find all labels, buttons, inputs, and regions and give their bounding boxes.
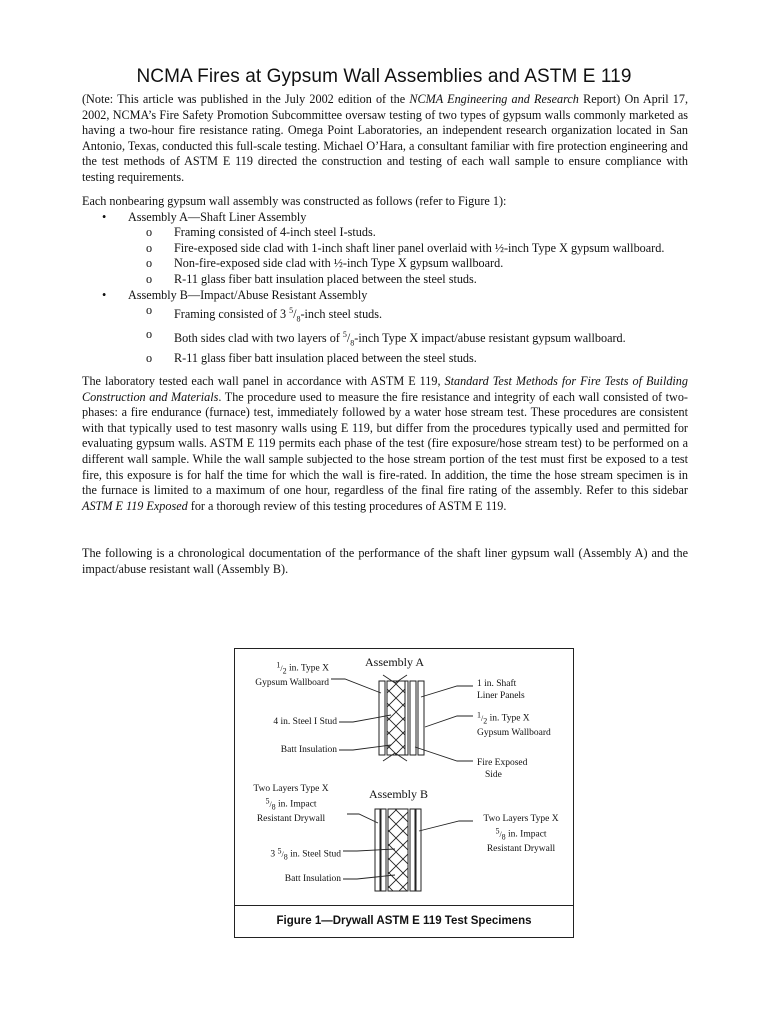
- list-item: [82, 256, 688, 272]
- fraction-slash: /: [346, 331, 351, 346]
- standard-title: Standard Test Methods for Fire Tests of Building Construction and Materials: [82, 374, 688, 404]
- fraction-numerator: 1: [276, 660, 281, 669]
- fraction-slash: /: [293, 307, 297, 322]
- assembly-b-item-3: R-11 glass fiber batt insulation placed between the steel studs.: [174, 351, 477, 366]
- sub-bullet-mark: o: [146, 256, 153, 271]
- fraction-denominator: 8: [283, 852, 288, 862]
- fraction-denominator: 8: [501, 832, 506, 842]
- sub-bullet-mark: o: [146, 351, 153, 366]
- label-a-fire-exposed: [477, 757, 569, 781]
- assembly-a-item-3: Non-fire-exposed side clad with ½-inch Type X gypsum wallboard.: [174, 256, 504, 271]
- intro-paragraph: [82, 92, 688, 186]
- label-text: in. Type X: [487, 713, 530, 724]
- para-text: for a thorough review of this testing procedures of ASTM E 119.: [187, 498, 507, 513]
- label-fraction: $^5/_8$: [277, 846, 288, 862]
- label-text: Liner Panels: [477, 691, 525, 701]
- item-text: Both sides clad with two layers of: [174, 331, 343, 346]
- fraction-denominator: 8: [271, 802, 276, 812]
- label-a-shaft-liner: [477, 678, 569, 702]
- label-a-right-gypsum: [477, 709, 571, 739]
- label-text: Fire Exposed: [477, 758, 528, 768]
- fraction-denominator: 2: [282, 666, 287, 676]
- fraction-denominator: 8: [350, 338, 355, 348]
- label-fraction: $^5/_8$: [265, 796, 276, 812]
- list-item: [82, 272, 688, 288]
- fraction-numerator: 5: [265, 796, 270, 805]
- document-title: NCMA Fires at Gypsum Wall Assemblies and ASTM E 119: [136, 66, 632, 87]
- label-fraction: $^1/_2$: [276, 660, 287, 676]
- assembly-b-title: Assembly B: [369, 787, 429, 801]
- label-fraction: $^1/_2$: [477, 710, 488, 726]
- label-text: in. Steel Stud: [287, 849, 341, 860]
- label-b-left-drywall: [235, 783, 347, 825]
- label-text: in. Impact: [505, 829, 547, 840]
- label-text: in. Type X: [286, 663, 329, 674]
- sub-bullet-mark: o: [146, 327, 153, 342]
- bullet-assembly-a: [82, 210, 688, 226]
- label-text: Resistant Drywall: [256, 814, 326, 825]
- fraction-numerator: 5: [277, 846, 282, 855]
- list-item: [82, 327, 688, 351]
- fraction-denominator: 8: [296, 314, 301, 324]
- assembly-a-heading: Assembly A—Shaft Liner Assembly: [128, 209, 307, 224]
- label-text: in. Impact: [275, 799, 317, 810]
- sidebar-title: ASTM E 119 Exposed: [82, 498, 188, 513]
- list-item: [82, 351, 688, 367]
- intro-publication-name: NCMA Engineering and Research: [409, 92, 579, 106]
- assembly-b-item-2: [82, 327, 688, 351]
- label-a-gypsum-wallboard: [237, 659, 329, 689]
- label-text: Two Layers Type X: [483, 814, 559, 824]
- label-fraction: $^5/_8$: [495, 826, 506, 842]
- assembly-a-title: Assembly A: [365, 655, 425, 669]
- assembly-b-heading: Assembly B—Impact/Abuse Resistant Assembly: [128, 287, 368, 302]
- figure-caption: Figure 1—Drywall ASTM E 119 Test Specimens: [235, 905, 573, 937]
- bullet-mark: •: [102, 287, 107, 302]
- sub-bullet-mark: o: [146, 240, 153, 255]
- list-item: [82, 303, 688, 327]
- label-a-batt-insulation: Batt Insulation: [280, 745, 337, 755]
- item-text: Framing consisted of 3: [174, 307, 290, 322]
- fraction-numerator: 5: [342, 330, 347, 340]
- bullet-mark: •: [102, 209, 107, 224]
- label-b-right-drywall: [471, 813, 571, 855]
- fraction-numerator: 5: [289, 306, 294, 316]
- label-text: 3: [270, 849, 278, 860]
- sub-bullet-mark: o: [146, 303, 153, 318]
- list-item: [82, 241, 688, 257]
- intro-text-start: (Note: This article was published in the July 2002 edition of the: [82, 92, 410, 106]
- sub-bullet-mark: o: [146, 271, 153, 286]
- chronology-paragraph: The following is a chronological documentation of the performance of the shaft liner gypsum wall (Assembly A) and the impact/abuse resistant wall (Assembly B).: [82, 546, 688, 576]
- label-text: Two Layers Type X: [253, 784, 329, 794]
- item-text: -inch Type X impact/abuse resistant gypsum wallboard.: [354, 331, 626, 346]
- fraction-denominator: 2: [483, 716, 488, 726]
- label-text: Gypsum Wallboard: [477, 728, 551, 739]
- assembly-a-item-2: Fire-exposed side clad with 1-inch shaft liner panel overlaid with ½-inch Type X gypsum wallboard.: [174, 240, 665, 255]
- para-text: The laboratory tested each wall panel in accordance with ASTM E 119,: [82, 374, 445, 388]
- figure-1: [234, 648, 574, 938]
- label-b-steel-stud: [237, 845, 341, 863]
- list-item: [82, 225, 688, 241]
- intro-text-rest: Report) On April 17, 2002, NCMA’s Fire Safety Promotion Subcommittee oversaw testing of two types of gypsum walls commonly marketed as having a two-hour fire resistance rating. Omega Point Laboratories, an independent research organization located in San Antonio, Texas, conducted this full-scale testing. Michael O’Hara, a consultant familiar with fire protection engineering and the test methods of ASTM E 119 directed the construction and testing of each wall sample to ensure compliance with testing requirements.: [82, 92, 688, 184]
- label-b-batt-insulation: Batt Insulation: [284, 874, 341, 884]
- item-text: -inch steel studs.: [300, 307, 383, 322]
- label-text: Side: [485, 770, 502, 780]
- label-text: Resistant Drywall: [486, 844, 556, 855]
- assembly-b-item-1: [82, 303, 688, 327]
- fraction-numerator: 1: [477, 710, 481, 719]
- label-text: Gypsum Wallboard: [255, 678, 329, 689]
- testing-paragraph: [82, 374, 688, 514]
- assembly-list-section: [82, 194, 688, 367]
- sub-bullet-mark: o: [146, 225, 153, 240]
- label-text: 1 in. Shaft: [477, 679, 517, 689]
- assembly-a-item-1: Framing consisted of 4-inch steel I-studs.: [174, 225, 376, 240]
- label-a-steel-stud: 4 in. Steel I Stud: [273, 717, 337, 727]
- fraction-numerator: 5: [495, 826, 500, 835]
- bullet-assembly-b: [82, 288, 688, 304]
- list-intro: Each nonbearing gypsum wall assembly was constructed as follows (refer to Figure 1):: [82, 194, 507, 208]
- assembly-a-item-4: R-11 glass fiber batt insulation placed between the steel studs.: [174, 271, 477, 286]
- para-text: . The procedure used to measure the fire resistance and integrity of each wall consisted of two-phases: a fire endurance (furnace) test, immediately followed by a water hose stream test. These procedures are consistent with that typically used to test masonry walls using E 119, but differ from the procedures typically used and permitted for evaluating gypsum walls. ASTM E 119 permits each phase of the test (fire exposure/hose stream test) to be performed on a different wall sample. While the wall sample subjected to the hose stream portion of the test must first be exposed to a test fire, this exposure is for half the time for which the wall is fire-rated. In addition, the time the hose stream specimen is in the furnace is limited to a maximum of one hour, regardless of the final fire rating of the assembly. Refer to this sidebar: [82, 389, 688, 498]
